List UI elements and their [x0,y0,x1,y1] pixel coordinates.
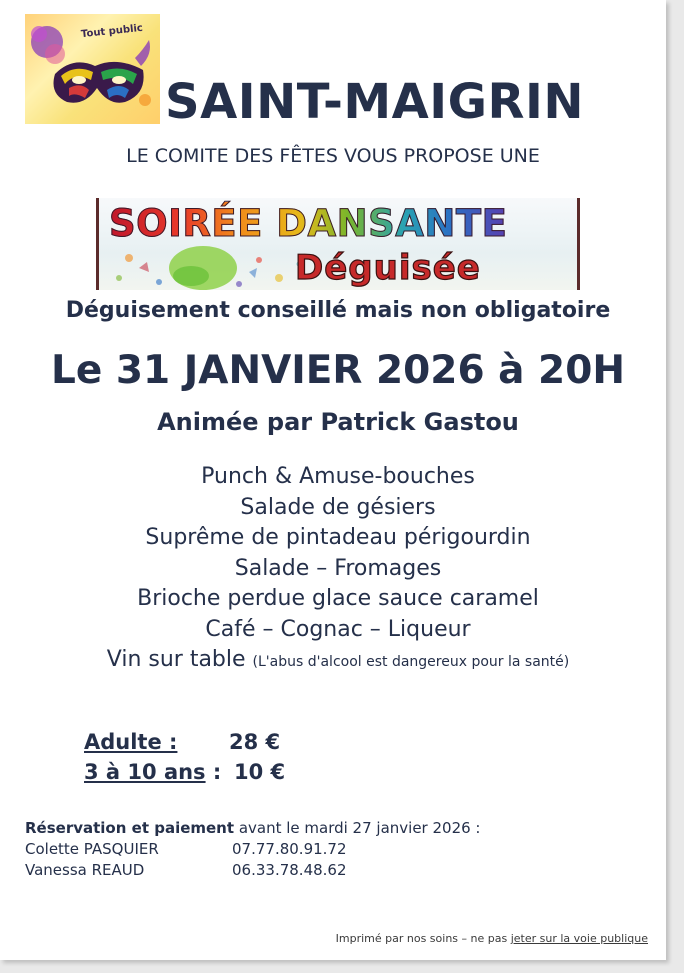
carnival-mask-logo [25,14,160,124]
intro-line: LE COMITE DES FÊTES VOUS PROPOSE UNE [126,145,540,167]
price-adult-label: Adulte : [84,730,178,754]
contact-row [25,839,481,860]
costume-advice: Déguisement conseillé mais non obligatoire [65,298,611,323]
menu-item: Salade – Fromages [234,555,442,581]
menu-item-wine [0,645,676,678]
price-adult-value: 28 € [229,730,281,754]
price-child-row [84,760,221,784]
contact-row [25,860,481,881]
menu-item: Salade de gésiers [240,494,436,520]
banner-subtitle: Déguisée [295,248,481,288]
reservation-block [25,818,481,881]
contact-phone: 07.77.80.91.72 [232,840,347,858]
logo-badge-text: Tout public [80,22,144,41]
reservation-heading: Réservation et paiement avant le mardi 27 janvier 2026 : [25,819,481,837]
menu-item: Suprême de pintadeau périgourdin [145,525,531,550]
contact-name: Vanessa REAUD [25,861,145,879]
menu-list [0,462,676,678]
price-child-value: 10 € [234,760,286,784]
price-adult-row [84,730,177,754]
banner-title: SOIRÉE DANSANTE [109,202,508,245]
print-notice: Imprimé par nos soins – ne pas jeter sur la voie publique [335,932,648,945]
wine-label: Vin sur table [106,647,246,672]
event-date: Le 31 JANVIER 2026 à 20H [51,348,625,393]
contact-phone: 06.33.78.48.62 [232,861,347,879]
menu-item: Punch & Amuse-bouches [201,464,475,489]
menu-item: Brioche perdue glace sauce caramel [137,586,539,611]
town-title: SAINT-MAIGRIN [165,74,585,130]
price-child-label: 3 à 10 ans [84,760,206,784]
event-banner [96,198,580,290]
price-child-separator: : [205,760,222,784]
alcohol-warning: (L'abus d'alcool est dangereux pour la santé) [252,654,570,670]
contact-name: Colette PASQUIER [25,840,159,858]
event-animator: Animée par Patrick Gastou [157,408,519,436]
menu-item: Café – Cognac – Liqueur [205,616,471,642]
